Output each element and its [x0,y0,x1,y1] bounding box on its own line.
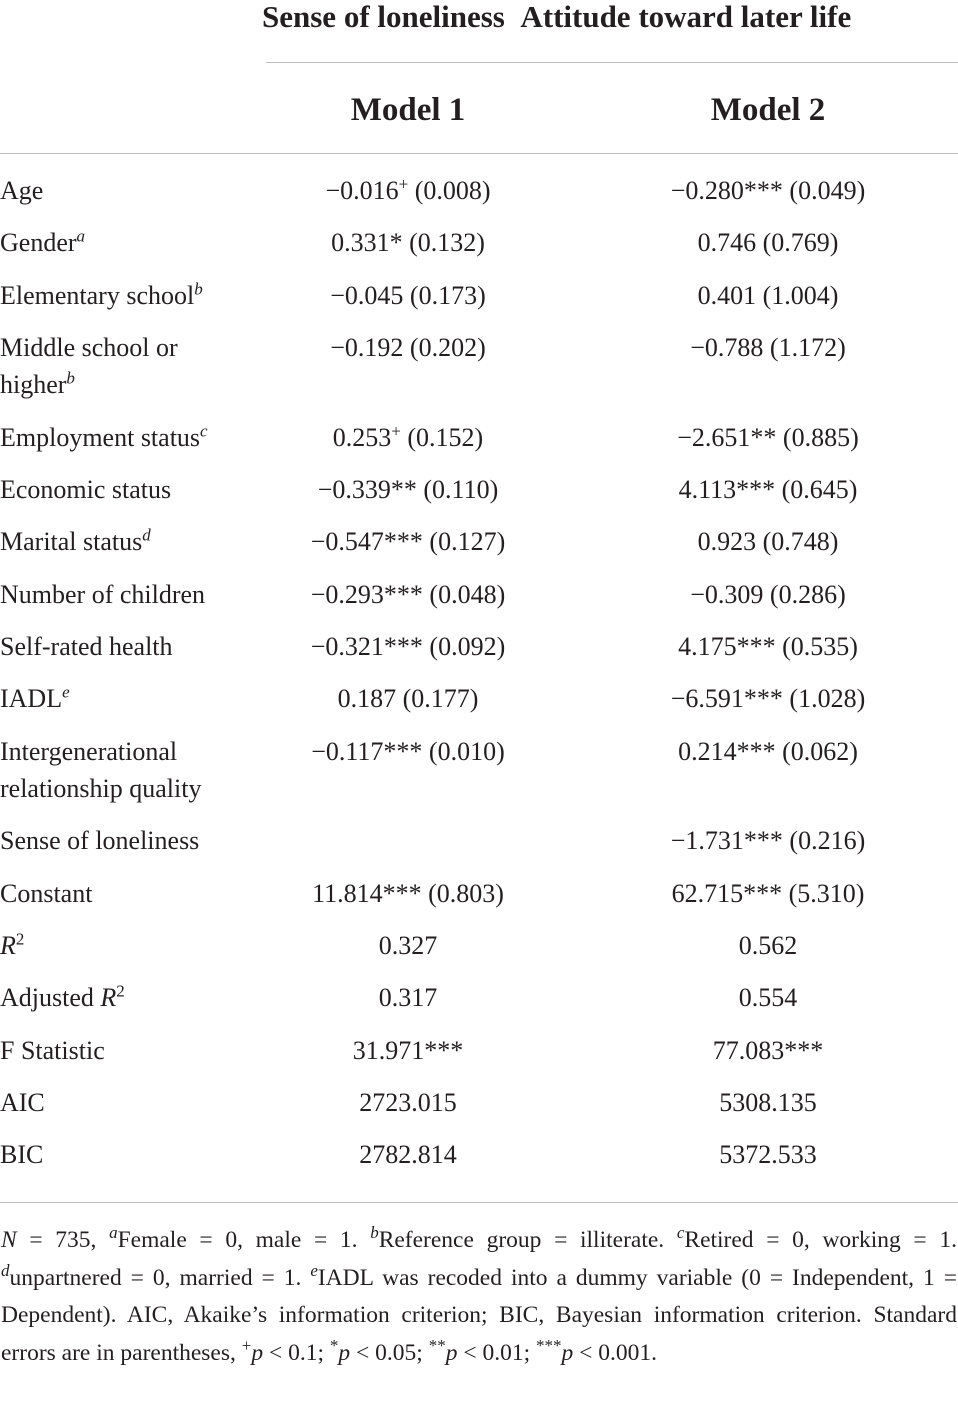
table-row-age [0,172,958,224]
model-2-cell: 0.554 [738,983,798,1013]
table-row-employment-status [0,419,958,471]
model-1-cell: 0.187 (0.177) [337,684,479,714]
row-label: Middle school or higher$^b$ [0,332,178,399]
table-row-sense-of-loneliness [0,822,958,874]
table-row-iadl [0,680,958,732]
model-1-cell: 0.331* (0.132) [331,228,485,258]
model-1-cell: 2782.814 [359,1140,457,1170]
model-1-cell: −0.192 (0.202) [330,332,486,362]
model-2-cell: 0.401 (1.004) [697,280,839,310]
group-sense-of-loneliness: Sense of loneliness [262,0,505,34]
table-row-marital-status [0,523,958,575]
table-row-intergenerational-quality [0,733,958,823]
model-1-cell [238,822,578,874]
table-footnote [1,1222,957,1372]
model-1-heading: Model 1 [350,92,466,128]
table-rule-bottom [0,1202,958,1203]
model-2-cell: −0.280*** (0.049) [670,176,866,205]
model-1-cell: −0.016+ (0.008) [325,174,491,205]
model-2-cell: −6.591*** (1.028) [670,684,866,714]
model-2-cell: 62.715*** (5.310) [671,878,865,908]
model-2-cell: 77.083*** [712,1035,824,1065]
row-label: Constant [0,878,93,908]
model-2-cell: −0.309 (0.286) [690,579,846,609]
model-1-cell: −0.045 (0.173) [330,280,486,310]
table-row-aic [0,1084,958,1136]
row-label: $R^2$ [0,929,25,961]
row-label: Intergenerational relationship quality [0,736,202,803]
model-2-cell: −1.731*** (0.216) [670,826,866,856]
model-1-cell: 0.327 [378,931,438,961]
model-1-cell: 2723.015 [359,1087,457,1117]
header-rule-top [266,62,958,63]
model-2-cell: 0.923 (0.748) [697,527,839,557]
model-2-cell: −2.651** (0.885) [677,422,859,452]
model-2-cell: −0.788 (1.172) [690,332,846,362]
model-1-cell: −0.339** (0.110) [317,475,499,505]
group-attitude-toward-later-life: Attitude toward later life [520,0,852,34]
model-1-cell: 31.971*** [352,1035,464,1065]
table-row-constant [0,875,958,927]
model-1-cell: 0.253+ (0.152) [332,421,484,452]
row-label: Economic status [0,475,172,505]
table-row-elementary-school [0,277,958,329]
footnote-text: N = 735, $^a$Female = 0, male = 1. $^b$Reference group = illiterate. $^c$Retired = 0, working = 1. $^d$unpartnered = 0, married = 1. $^e$IADL was recoded into a dummy variable (0 = Independent, 1 = Dependent). AIC, Akaike’s information criterion; BIC, Bayesian information criterion. Standard errors are in parentheses, +p < 0.1; *p < 0.05; **p < 0.01; ***p < 0.001. [1,1223,957,1366]
row-label: Gender$^a$ [0,226,86,258]
row-label: Number of children [0,579,206,609]
model-2-heading: Model 2 [710,92,826,128]
model-2-cell: 4.175*** (0.535) [678,631,858,661]
model-1-cell: −0.547*** (0.127) [310,527,506,557]
column-group-header [262,0,851,36]
table-row-r-squared [0,927,958,979]
row-label: Age [0,176,44,205]
row-label: Sense of loneliness [0,826,200,856]
table-row-gender [0,224,958,276]
row-label: Self-rated health [0,631,173,661]
model-2-cell: 5372.533 [719,1140,817,1170]
regression-table [0,172,958,1189]
row-label: Employment status$^c$ [0,421,208,452]
row-label: IADL$^e$ [0,682,70,714]
table-row-number-of-children [0,576,958,628]
table-row-bic [0,1136,958,1188]
row-label: BIC [0,1140,44,1170]
model-2-cell: 0.746 (0.769) [697,228,839,258]
row-label: Adjusted $R^2$ [0,981,125,1013]
model-1-cell: 0.317 [378,983,438,1013]
row-label: AIC [0,1087,45,1117]
row-label: Elementary school$^b$ [0,278,203,310]
header-rule-bottom [0,153,958,154]
table-row-middle-school [0,329,958,419]
model-1-cell: −0.293*** (0.048) [310,579,506,609]
model-1-cell: −0.117*** (0.010) [311,736,505,766]
model-2-cell: 0.214*** (0.062) [678,736,858,766]
model-2-cell: 0.562 [738,931,798,961]
model-2-cell: 4.113*** (0.645) [678,475,858,505]
table-row-f-statistic [0,1032,958,1084]
table-row-economic-status [0,471,958,523]
table-row-adjusted-r-squared [0,979,958,1031]
model-2-cell: 5308.135 [719,1087,817,1117]
model-1-cell: −0.321*** (0.092) [310,631,506,661]
model-1-cell: 11.814*** (0.803) [312,878,504,908]
table-row-self-rated-health [0,628,958,680]
row-label: Marital status$^d$ [0,525,151,557]
row-label: F Statistic [0,1035,105,1065]
